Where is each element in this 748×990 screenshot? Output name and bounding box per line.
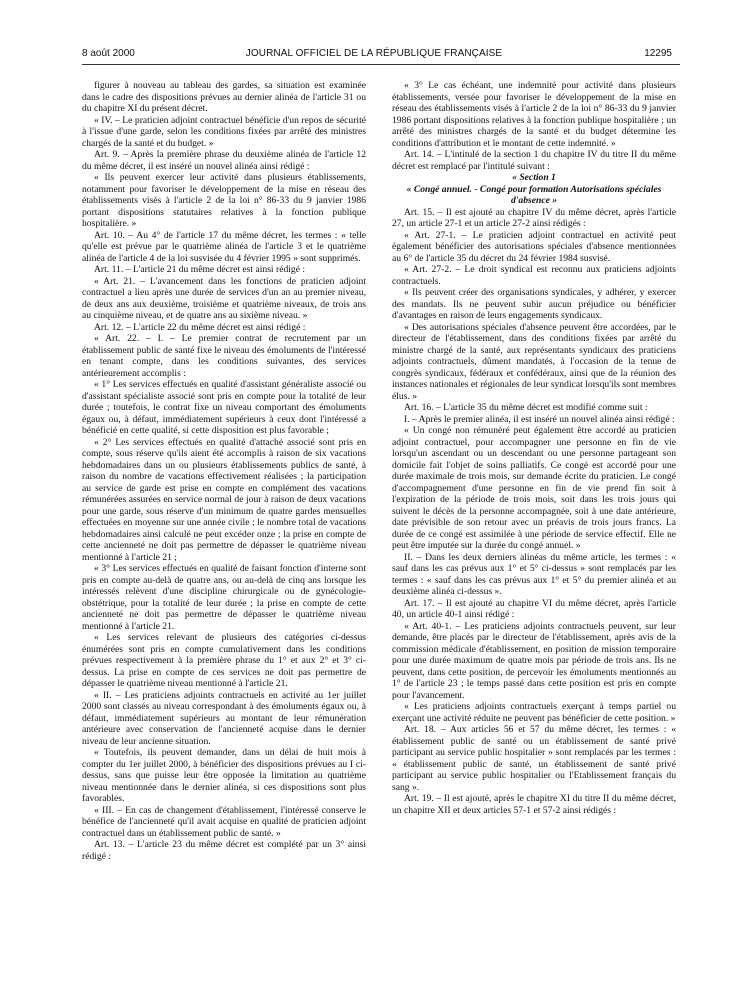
- paragraph: Art. 15. – Il est ajouté au chapitre IV du même décret, après l'article 27, un article 27-1 et un article 27-2 ainsi rédigés :: [392, 206, 676, 229]
- paragraph: « Ils peuvent exercer leur activité dans plusieurs établissements, notamment pour favoriser le développement de la mise en réseau des établissements visés à l'article 2 de la loi n° 86-33 du 9 janvier 1986 portant dispositions statutaires relatives à la fonction publique hospitalière. »: [82, 172, 366, 229]
- paragraph: « 1° Les services effectués en qualité d'assistant généraliste associé ou d'assistant spécialiste associé sont pris en compte pour la totalité de leur durée ; toutefois, le contrat fixe un niveau comportant des émoluments égaux ou, à défaut, immédiatement supérieurs à ceux dont l'intéressé a bénéficié en cette qualité, si cette disposition est plus favorable ;: [82, 379, 366, 436]
- paragraph: « IV. – Le praticien adjoint contractuel bénéficie d'un repos de sécurité à l'issue d'une garde, selon les conditions fixées par arrêté des ministres chargés de la santé et du budget. »: [82, 114, 366, 149]
- paragraph: figurer à nouveau au tableau des gardes, sa situation est examinée dans le cadre des dispositions prévues au dernier alinéa de l'article 31 ou du chapitre XI du présent décret.: [82, 80, 366, 114]
- left-column: [82, 80, 366, 862]
- paragraph: « Art. 22. – I. – Le premier contrat de recrutement par un établissement public de santé fixe le niveau des émoluments de l'intéressé en tenant compte, dans les conditions suivantes, des services antérieurement accomplis :: [82, 333, 366, 379]
- header-date: 8 août 2000: [82, 48, 135, 59]
- header-page-number: 12295: [644, 48, 672, 59]
- paragraph: Art. 16. – L'article 35 du même décret est modifié comme suit :: [404, 402, 648, 413]
- paragraph: « 3° Le cas échéant, une indemnité pour activité dans plusieurs établissements, versée pour favoriser le développement de la mise en réseau des établissements visés à l'article 2 de la loi n° 86-33 du 9 janvier 1986 portant dispositions relatives à la fonction publique hospitalière ; un arrêté des ministres chargés de la santé et du budget détermine les conditions d'attribution et le montant de cette indemnité. »: [392, 80, 676, 149]
- paragraph: « Art. 27-1. – Le praticien adjoint contractuel en activité peut également bénéficier des autorisations spéciales d'absence mentionnées au 6° de l'article 35 du décret du 24 février 1984 susvisé.: [392, 229, 676, 264]
- paragraph: Art. 10. – Au 4° de l'article 17 du même décret, les termes : « telle qu'elle est prévue par le quatrième alinéa de l'article 3 et le quatrième alinéa de l'article 4 de la loi susvisée du 4 février 1995 » sont supprimés.: [82, 229, 366, 264]
- right-column: [392, 80, 676, 816]
- paragraph: « 3° Les services effectués en qualité de faisant fonction d'interne sont pris en compte au-delà de quatre ans, ou au-delà de cinq ans lorsque les intéressés relèvent d'une discipline chirurgicale ou de gynécologie-obstétrique, pour la totalité de leur durée ; la prise en compte de cette ancienneté ne doit pas permettre de dépasser le quatrième niveau mentionné à l'article 21.: [82, 563, 366, 632]
- paragraph: « Art. 40-1. – Les praticiens adjoints contractuels peuvent, sur leur demande, être placés par le directeur de l'établissement, après avis de la commission médicale d'établissement, en position de mission temporaire pour une durée maximum de quatre mois par période de trois ans. Ils ne peuvent, dans cette position, de percevoir les émoluments mentionnés au 1° de l'article 23 ; le temps passé dans cette position est pris en compte pour l'avancement.: [392, 620, 676, 701]
- paragraph: Art. 14. – L'intitulé de la section 1 du chapitre IV du titre II du même décret est remplacé par l'intitulé suivant :: [392, 149, 676, 172]
- paragraph: « Ils peuvent créer des organisations syndicales, y adhérer, y exercer des mandats. Ils ne peuvent subir aucun préjudice ou bénéficier d'avantages en raison de leurs engagements syndicaux.: [392, 287, 676, 321]
- page-header: [0, 48, 748, 62]
- paragraph: « Les praticiens adjoints contractuels exerçant à temps partiel ou exerçant une activité réduite ne peuvent pas bénéficier de cette position. »: [392, 701, 676, 724]
- header-rule: [82, 64, 680, 65]
- paragraph: I. – Après le premier alinéa, il est inséré un nouvel alinéa ainsi rédigé :: [404, 413, 675, 425]
- paragraph: Art. 19. – Il est ajouté, après le chapitre XI du titre II du même décret, un chapitre XII et deux articles 57-1 et 57-2 ainsi rédigés :: [392, 793, 676, 816]
- paragraph: Art. 11. – L'article 21 du même décret est ainsi rédigé :: [94, 264, 306, 275]
- paragraph: « Un congé non rémunéré peut également être accordé au praticien adjoint contractuel, pour accompagner une personne en fin de vie lorsqu'un ascendant ou un descendant ou une personne partageant son domicile fait l'objet de soins palliatifs. Ce congé est accordé pour une durée maximale de trois mois, sur demande écrite du praticien. Le congé d'accompagnement d'une personne en fin de vie prend fin soit à l'expiration de la période de trois mois, soit dans les trois jours qui suivent le décès de la personne accompagnée, soit à une date antérieure, date prévisible de son retour avec un préavis de trois jours francs. La durée de ce congé est assimilée à une période de service effectif. Elle ne peut être imputée sur la durée du congé annuel. »: [392, 425, 676, 551]
- paragraph: « III. – En cas de changement d'établissement, l'intéressé conserve le bénéfice de l'ancienneté qu'il avait acquise en qualité de praticien adjoint contractuel dans un établissement public de santé. »: [82, 804, 366, 839]
- paragraph: « Les services relevant de plusieurs des catégories ci-dessus énumérées sont pris en compte cumulativement dans les conditions prévues respectivement à la première phrase du 1° et aux 2° et 3° ci-dessus. La prise en compte de ces services ne doit pas permettre de dépasser le quatrième niveau mentionné à l'article 21.: [82, 632, 366, 689]
- paragraph: « Art. 27-2. – Le droit syndical est reconnu aux praticiens adjoints contractuels.: [392, 264, 676, 287]
- paragraph: II. – Dans les deux derniers alinéas du même article, les termes : « sauf dans les cas prévus aux 1° et 5° ci-dessus » sont remplacés par les termes : « sauf dans les cas prévus aux 1° et 5° du premier alinéa et au deuxième alinéa ci-dessus ».: [392, 551, 676, 597]
- paragraph: « Art. 21. – L'avancement dans les fonctions de praticien adjoint contractuel a lieu après une durée de services d'un an au premier niveau, de deux ans aux deuxième, troisième et quatrième niveaux, de trois ans au cinquième niveau, et de quatre ans au sixième niveau. »: [82, 275, 366, 321]
- paragraph: « Congé annuel. - Congé pour formation Autorisations spéciales d'absence »: [406, 183, 662, 206]
- paragraph: Art. 18. – Aux articles 56 et 57 du même décret, les termes : « établissement public de santé ou un établissement de santé privé participant au service public hospitalier » sont remplacés par les termes : « établissement public de santé, un établissement de santé privé participant au service public hospitalier ou l'Etablissement français du sang ».: [392, 724, 676, 793]
- paragraph: Art. 13. – L'article 23 du même décret est complété par un 3° ainsi rédigé :: [82, 839, 366, 862]
- paragraph: « 2° Les services effectués en qualité d'attaché associé sont pris en compte, sous réserve qu'ils aient été accomplis à raison de six vacations hebdomadaires dans un ou plusieurs établissements publics de santé, à raison du nombre de vacations effectivement réalisées ; la participation au service de garde est prise en compte en complément des vacations rémunérées assurées en service normal de jour à raison de deux vacations pour une garde, sous réserve d'un minimum de quatre gardes mensuelles effectuées en moyenne sur une année civile ; le nombre total de vacations hebdomadaires ainsi calculé ne peut excéder onze ; la prise en compte de cette ancienneté ne doit pas permettre de dépasser le quatrième niveau mentionné à l'article 21 ;: [82, 436, 366, 563]
- paragraph: « II. – Les praticiens adjoints contractuels en activité au 1er juillet 2000 sont classés au niveau correspondant à des émoluments égaux ou, à défaut, immédiatement supérieurs au montant de leur rémunération antérieure avec conservation de l'ancienneté acquise dans le dernier niveau de leur ancienne situation.: [82, 689, 366, 747]
- paragraph: Art. 17. – Il est ajouté au chapitre VI du même décret, après l'article 40, un article 40-1 ainsi rédigé :: [392, 597, 676, 620]
- paragraph: « Section 1: [512, 172, 556, 183]
- paragraph: Art. 12. – L'article 22 du même décret est ainsi rédigé :: [94, 321, 306, 333]
- paragraph: « Toutefois, ils peuvent demander, dans un délai de huit mois à compter du 1er juillet 2000, à bénéficier des dispositions prévues au I ci-dessus, sans que puisse leur être opposée la limitation au quatrième niveau mentionnée dans le dernier alinéa, si ces dispositions sont plus favorables.: [82, 747, 366, 804]
- paragraph: « Des autorisations spéciales d'absence peuvent être accordées, par le directeur de l'établissement, dans des conditions fixées par arrêté du ministre chargé de la santé, aux représentants syndicaux des praticiens adjoints contractuels, dûment mandatés, à l'occasion de la tenue de congrès syndicaux, fédéraux et confédéraux, ainsi que de la réunion des instances nationales et régionales de leur syndicat lorsqu'ils sont membres élus. »: [392, 321, 676, 402]
- header-journal-title: JOURNAL OFFICIEL DE LA RÉPUBLIQUE FRANÇAISE: [245, 48, 503, 59]
- paragraph: Art. 9. – Après la première phrase du deuxième alinéa de l'article 12 du même décret, il est inséré un nouvel alinéa ainsi rédigé :: [82, 149, 366, 172]
